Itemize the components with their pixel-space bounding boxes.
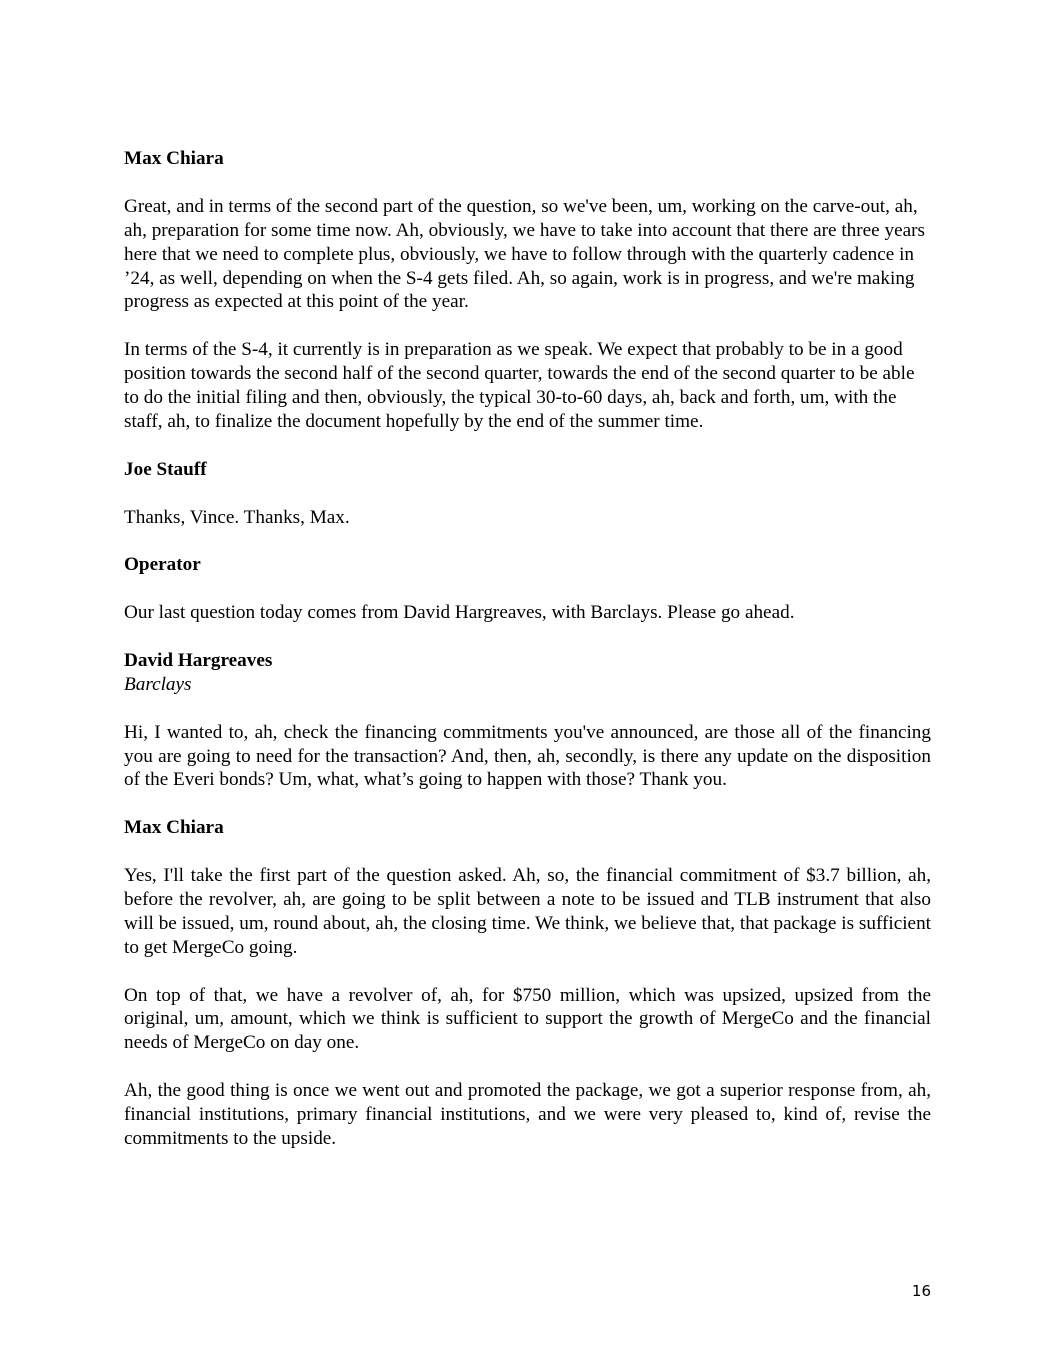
transcript-paragraph: Thanks, Vince. Thanks, Max. <box>124 506 350 528</box>
speaker-name: Max Chiara <box>124 148 224 169</box>
transcript-body <box>124 147 931 1151</box>
transcript-paragraph: Our last question today comes from David Hargreaves, with Barclays. Please go ahead. <box>124 602 795 624</box>
transcript-paragraph: In terms of the S-4, it currently is in preparation as we speak. We expect that probably to be in a good position towards the second half of the second quarter, towards the end of the second quarter to be able to do the initial filing and then, obviously, the typical 30-to-60 days, ah, back and forth, um, with the staff, ah, to finalize the document hopefully by the end of the summer time. <box>124 339 915 432</box>
speaker-name: Operator <box>124 554 201 576</box>
speaker-name: Max Chiara <box>124 817 224 839</box>
transcript-paragraph: Yes, I'll take the first part of the question asked. Ah, so, the financial commitment of $3.7 billion, ah, before the revolver, ah, are going to be split between a note to be issued and TLB instrument that also will be issued, um, round about, ah, the closing time. We think, we believe that, that package is sufficient to get MergeCo going. <box>124 865 931 958</box>
transcript-paragraph: On top of that, we have a revolver of, ah, for $750 million, which was upsized, upsized from the original, um, amount, which we think is sufficient to support the growth of MergeCo and the financial needs of MergeCo on day one. <box>124 984 931 1054</box>
transcript-paragraph: Ah, the good thing is once we went out and promoted the package, we got a superior response from, ah, financial institutions, primary financial institutions, and we were very pleased to, kind of, revise the commitments to the upside. <box>124 1080 931 1149</box>
transcript-paragraph: Great, and in terms of the second part of the question, so we've been, um, working on the carve-out, ah, ah, preparation for some time now. Ah, obviously, we have to take into account that there are three years here that we need to complete plus, obviously, we have to follow through with the quarterly cadence in ’24, as well, depending on when the S-4 gets filed. Ah, so again, work is in progress, and we're making progress as expected at this point of the year. <box>124 195 925 313</box>
transcript-paragraph: Hi, I wanted to, ah, check the financing commitments you've announced, are those all of the financing you are going to need for the transaction? And, then, ah, secondly, is there any update on the disposition of the Everi bonds? Um, what, what’s going to happen with those? Thank you. <box>124 721 931 791</box>
speaker-name: Joe Stauff <box>124 458 207 480</box>
page-number: 16 <box>911 1282 931 1300</box>
speaker-name: David Hargreaves <box>124 649 273 671</box>
speaker-affiliation: Barclays <box>124 673 192 695</box>
